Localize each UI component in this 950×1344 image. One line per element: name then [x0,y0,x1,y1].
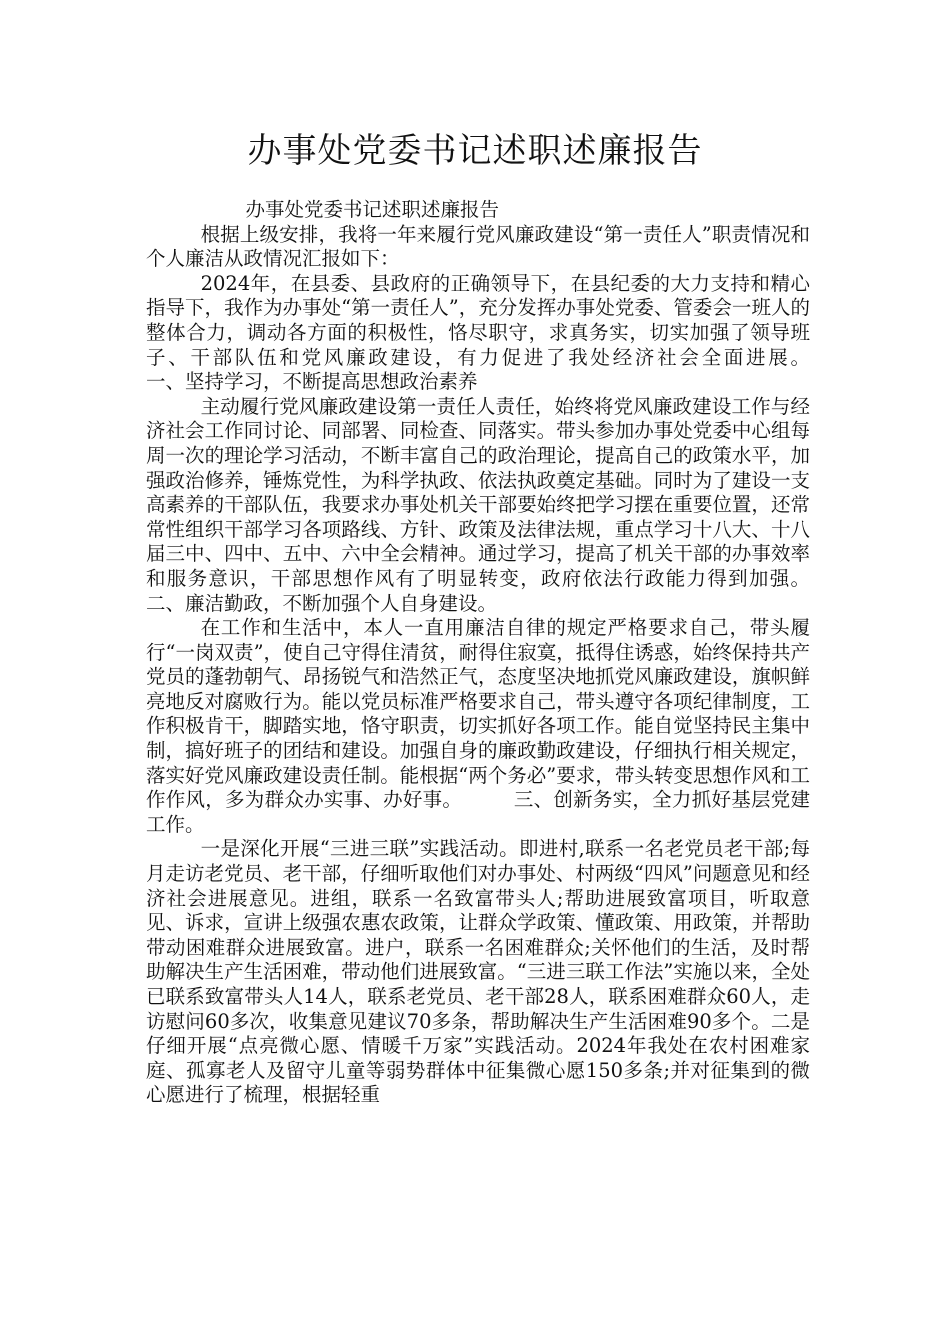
paragraph-intro: 根据上级安排，我将一年来履行党风廉政建设“第一责任人”职责情况和个人廉洁从政情况汇报如下： [146,222,810,271]
paragraph-overview: 2024年，在县委、县政府的正确领导下，在县纪委的大力支持和精心指导下，我作为办事处“第一责任人”，充分发挥办事处党委、管委会一班人的整体合力，调动各方面的积极性，恪尽职守，求真务实，切实加强了领导班子、干部队伍和党风廉政建设，有力促进了我处经济社会全面进展。 一、坚持学习，不断提高思想政治素养 [146,271,860,394]
paragraph-party-building: 一是深化开展“三进三联”实践活动。即进村,联系一名老党员老干部;每月走访老党员、老干部，仔细听取他们对办事处、村两级“四风”问题意见和经济社会进展意见。进组，联系一名致富带头人;帮助进展致富项目，听取意见、诉求，宣讲上级强农惠农政策，让群众学政策、懂政策、用政策，并帮助带动困难群众进展致富。进户，联系一名困难群众;关怀他们的生活，及时帮助解决生产生活困难，带动他们进展致富。“三进三联工作法”实施以来，全处已联系致富带头人14人，联系老党员、老干部28人，联系困难群众60人，走访慰问60多次，收集意见建议70多条，帮助解决生产生活困难90多个。二是仔细开展“点亮微心愿、情暖千万家”实践活动。2024年我处在农村困难家庭、孤寡老人及留守儿童等弱势群体中征集微心愿150多条;并对征集到的微心愿进行了梳理，根据轻重 [146,837,810,1107]
document-title: 办事处党委书记述职述廉报告 [247,131,703,171]
paragraph-integrity: 在工作和生活中，本人一直用廉洁自律的规定严格要求自己，带头履行“一岗双责”，使自己守得住清贫，耐得住寂寞，抵得住诱惑，始终保持共产党员的蓬勃朝气、昂扬锐气和浩然正气，态度坚决地抓党风廉政建设，旗帜鲜亮地反对腐败行为。能以党员标准严格要求自己，带头遵守各项纪律制度，工作积极肯干，脚踏实地，恪守职责，切实抓好各项工作。能自觉坚持民主集中制，搞好班子的团结和建设。加强自身的廉政勤政建设，仔细执行相关规定，落实好党风廉政建设责任制。能根据“两个务必”要求，带头转变思想作风和工作作风，多为群众办实事、办好事。 三、创新务实，全力抓好基层党建工作。 [146,616,810,836]
paragraph-study: 主动履行党风廉政建设第一责任人责任，始终将党风廉政建设工作与经济社会工作同讨论、同部署、同检查、同落实。带头参加办事处党委中心组每周一次的理论学习活动，不断丰富自己的政治理论，提高自己的政策水平，加强政治修养，锤炼党性，为科学执政、依法执政奠定基础。同时为了建设一支高素养的干部队伍，我要求办事处机关干部要始终把学习摆在重要位置，还常常性组织干部学习各项路线、方针、政策及法律法规，重点学习十八大、十八届三中、四中、五中、六中全会精神。通过学习，提高了机关干部的办事效率和服务意识，干部思想作风有了明显转变，政府依法行政能力得到加强。 二、廉洁勤政，不断加强个人自身建设。 [146,394,860,615]
document-body [146,198,860,1108]
document-subtitle: 办事处党委书记述职述廉报告 [245,198,499,221]
